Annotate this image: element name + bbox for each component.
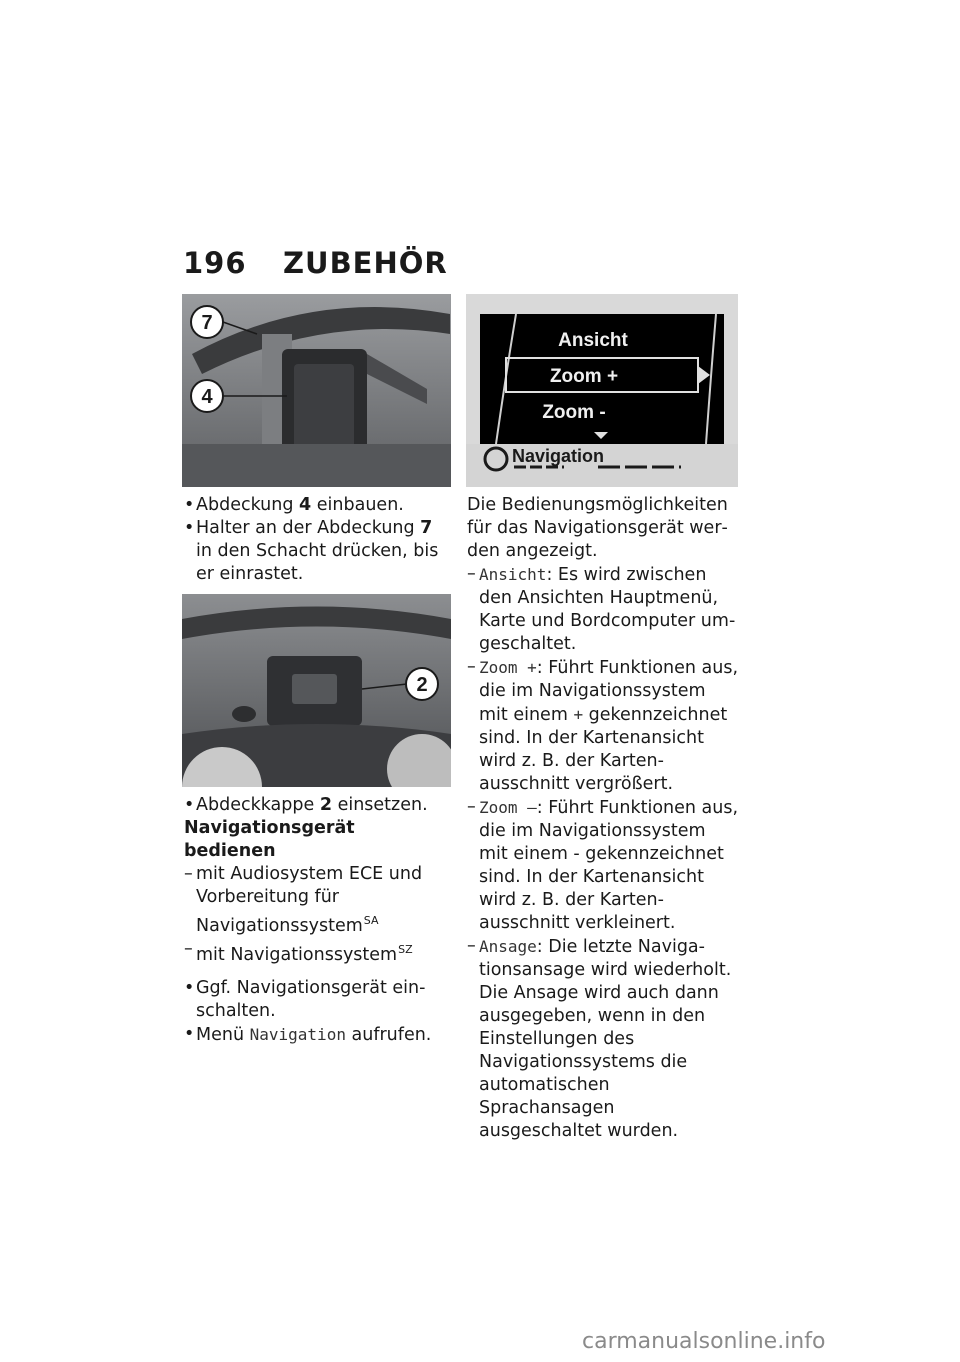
callout-4: 4 — [201, 386, 213, 408]
section-heading: Navigationsgerät bedienen — [184, 818, 355, 861]
figure-nav-display — [466, 294, 738, 487]
condition-audio: – mit Audiosystem ECE und Vorbereitung für Navigationssystem$^{SA}$ — [184, 864, 423, 936]
left-steps-2 — [184, 794, 446, 1047]
option-ansage: – Ansage: Die letzte Navigationsansage wird wiederholt. Die Ansage wird auch dann ausgegeben, wenn in den Einstellungen des Navigationssystems die automatischen Sprachansagen ausgeschaltet wurden. — [467, 936, 732, 1141]
section-title: ZUBEHÖR — [283, 246, 448, 280]
step-open-menu: • Menü Navigation aufrufen. — [184, 1024, 432, 1045]
right-options — [467, 494, 739, 1143]
nav-footer-label: Navigation — [512, 446, 605, 466]
menu-item-ansicht: Ansicht — [558, 330, 628, 351]
option-zoom-plus: – Zoom +: Führt Funktionen aus, die im Navigationssystem mit einem + gekennzeichnet sind. In der Kartenansicht wird z. B. der Kartenausschnitt vergrößert. — [467, 657, 739, 794]
options-intro: Die Bedienungsmöglichkeiten für das Navigationsgerät werden angezeigt. — [467, 495, 728, 561]
page-number: 196 — [183, 246, 247, 280]
step-holder-insert: • Halter an der Abdeckung 7 in den Schacht drücken, bis er einrastet. — [184, 518, 439, 584]
option-ansicht: – Ansicht: Es wird zwischen den Ansichten Hauptmenü, Karte und Bordcomputer umgeschaltet. — [467, 564, 736, 654]
menu-item-zoom-plus: Zoom + — [549, 366, 619, 387]
watermark: carmanualsonline.info — [582, 1329, 826, 1354]
figure-holder-install — [182, 294, 451, 487]
step-cap-insert: • Abdeckkappe 2 einsetzen. — [184, 795, 428, 815]
condition-nav: – mit Navigationssystem$^{SZ}$ — [184, 939, 413, 965]
step-switch-on: • Ggf. Navigationsgerät einschalten. — [184, 978, 426, 1021]
left-steps-1 — [184, 494, 446, 586]
figure-cover-cap — [182, 594, 451, 787]
callout-7: 7 — [201, 312, 213, 334]
callout-2: 2 — [416, 674, 428, 696]
menu-item-zoom-minus: Zoom - — [542, 402, 606, 423]
option-zoom-minus: – Zoom –: Führt Funktionen aus, die im Navigationssystem mit einem - gekennzeichnet sind. In der Kartenansicht wird z. B. der Kartenausschnitt verkleinert. — [467, 797, 739, 933]
step-cover-install: • Abdeckung 4 einbauen. — [184, 495, 404, 515]
